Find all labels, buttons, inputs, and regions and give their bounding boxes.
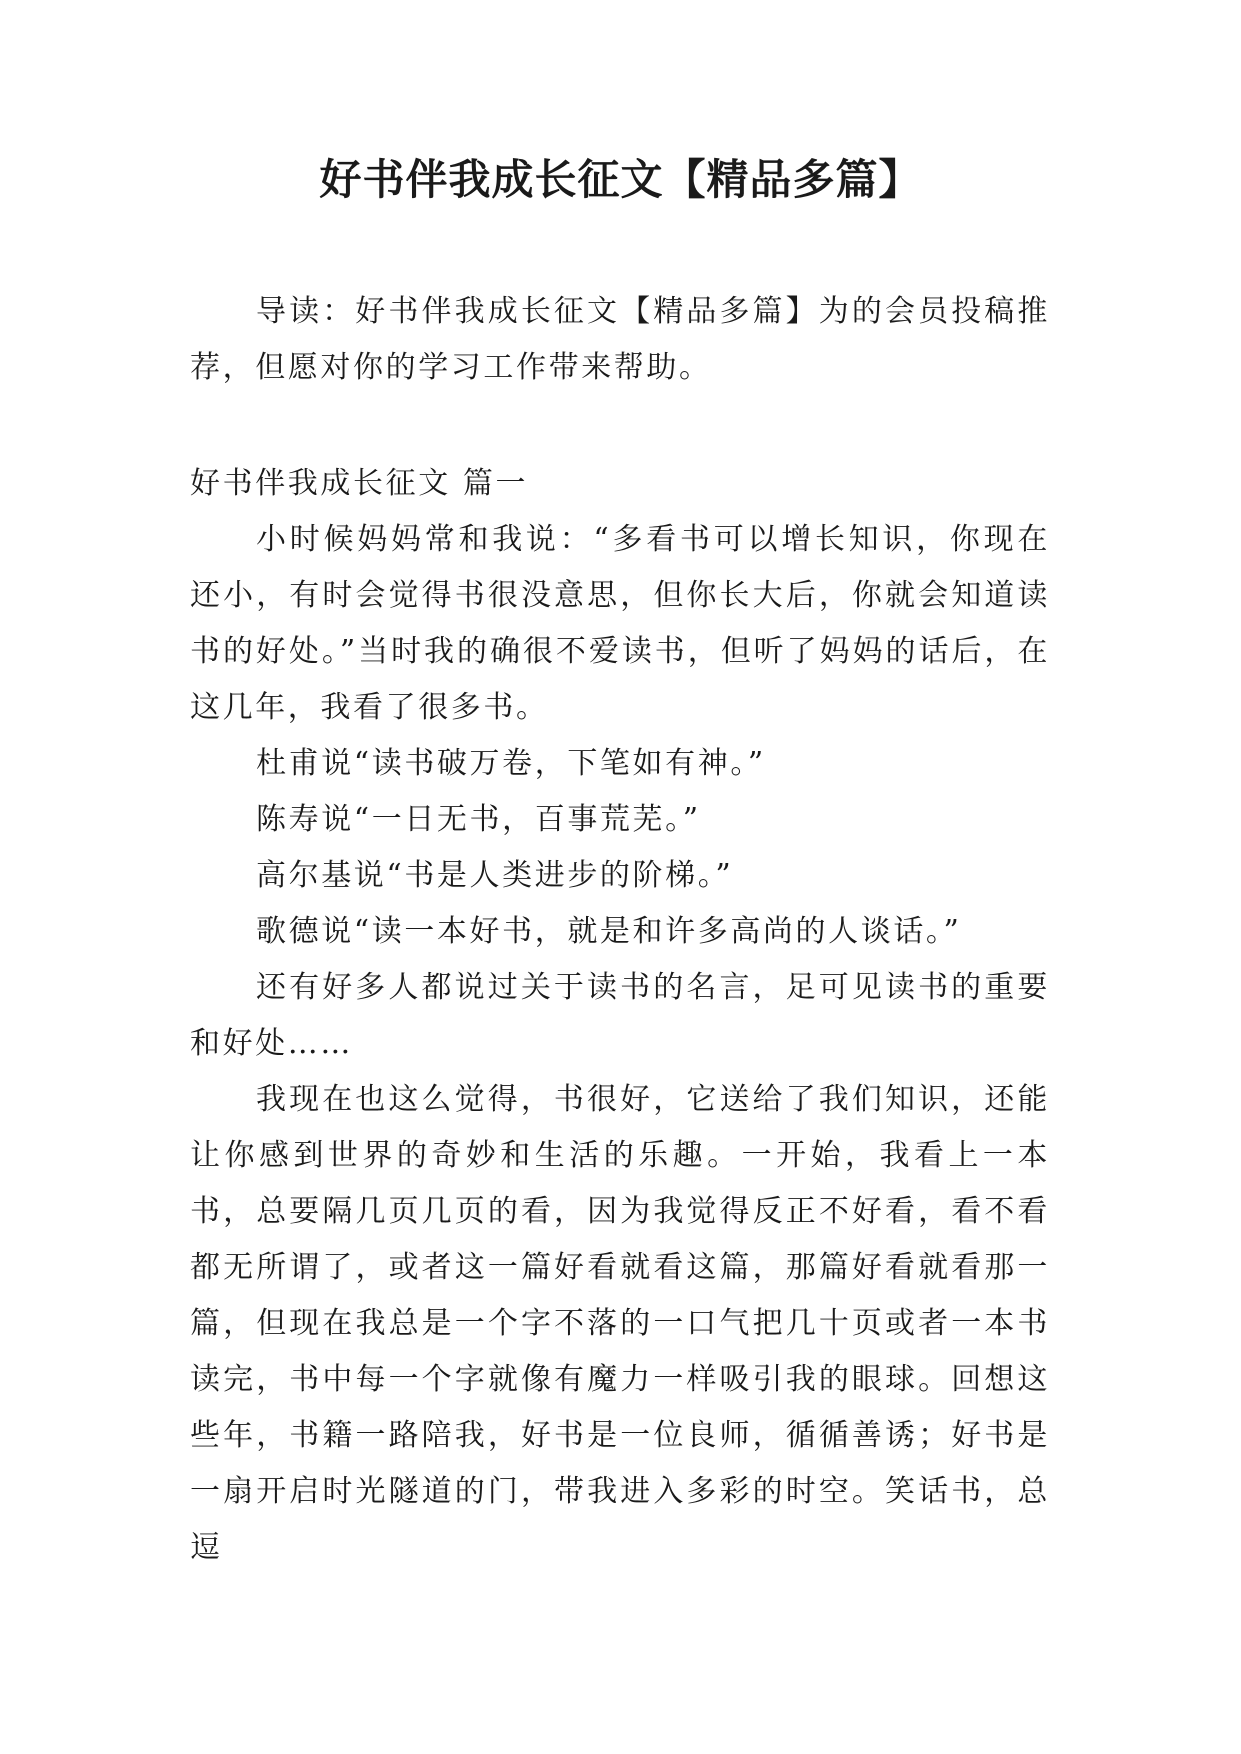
paragraph: 还有好多人都说过关于读书的名言，足可见读书的重要和好处…… [190,970,1050,1061]
section-heading: 好书伴我成长征文 篇一 [190,466,529,501]
paragraph: 我现在也这么觉得，书很好，它送给了我们知识，还能让你感到世界的奇妙和生活的乐趣。一开始，我看上一本书，总要隔几页几页的看，因为我觉得反正不好看，看不看都无所谓了，或者这一篇好看就看这篇，那篇好看就看那一篇，但现在我总是一个字不落的一口气把几十页或者一本书读完，书中每一个字就像有魔力一样吸引我的眼球。回想这些年，书籍一路陪我，好书是一位良师，循循善诱；好书是一扇开启时光隧道的门，带我进入多彩的时空。笑话书，总逗 [190,1082,1050,1565]
document-title: 好书伴我成长征文【精品多篇】 [319,155,922,204]
quote-paragraph: 歌德说“读一本好书，就是和许多高尚的人谈话。” [256,914,962,949]
quote-paragraph: 高尔基说“书是人类进步的阶梯。” [256,858,734,893]
paragraph: 小时候妈妈常和我说：“多看书可以增长知识，你现在还小，有时会觉得书很没意思，但你长大后，你就会知道读书的好处。”当时我的确很不爱读书，但听了妈妈的话后，在这几年，我看了很多书。 [190,522,1050,725]
quote-paragraph: 杜甫说“读书破万卷，下笔如有神。” [256,746,766,781]
quote-paragraph: 陈寿说“一日无书，百事荒芜。” [256,802,701,837]
document-body [190,284,1050,1576]
intro-paragraph: 导读：好书伴我成长征文【精品多篇】为的会员投稿推荐，但愿对你的学习工作带来帮助。 [190,294,1050,385]
